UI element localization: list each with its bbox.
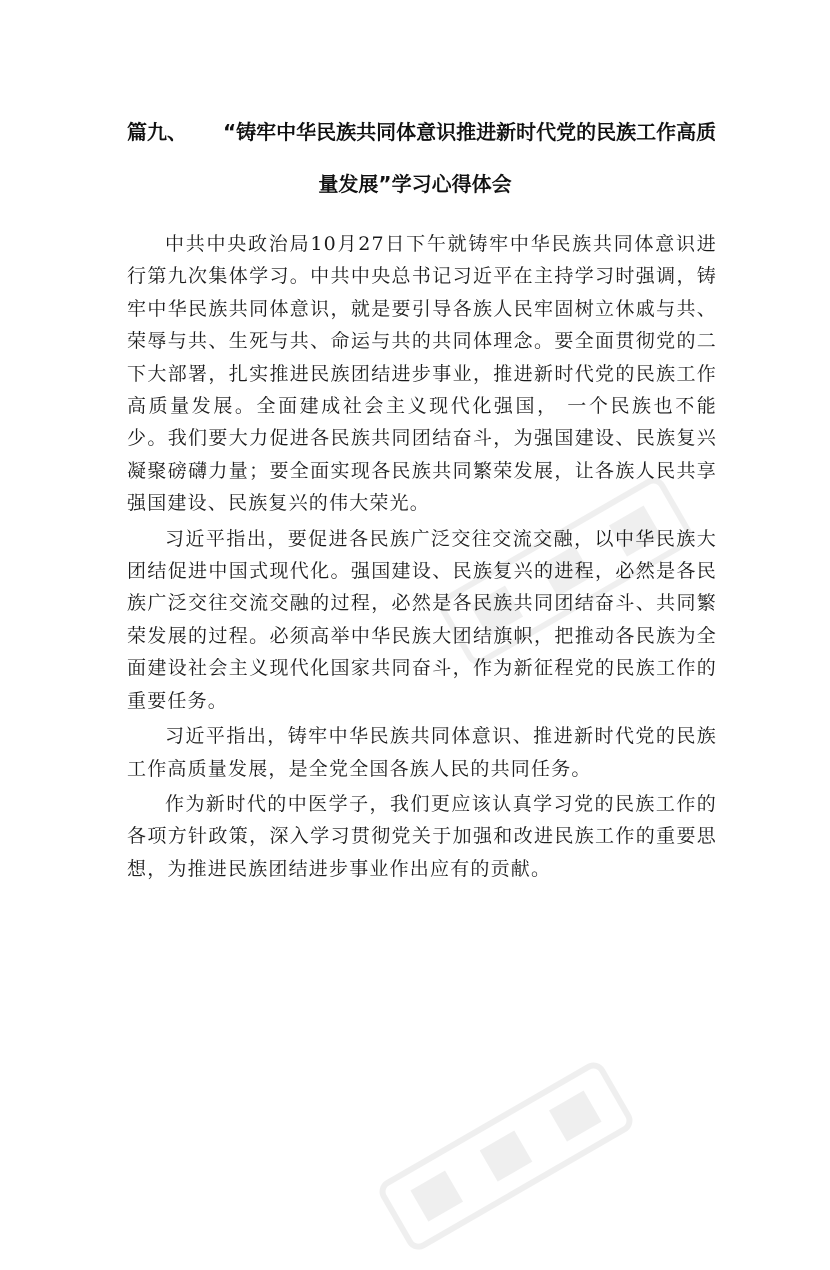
title-prefix: 篇九、: [127, 120, 187, 144]
paragraph: 习近平指出，铸牢中华民族共同体意识、推进新时代党的民族工作高质量发展，是全党全国各族人民的共同任务。: [127, 725, 717, 780]
paragraph: 习近平指出，要促进各民族广泛交往交流交融，以中华民族大团结促进中国式现代化。强国建设、民族复兴的进程，必然是各民族广泛交往交流交融的过程，必然是各民族共同团结奋斗、共同繁荣发展的过程。必须高举中华民族大团结旗帜，把推动各民族为全面建设社会主义现代化国家共同奋斗，作为新征程党的民族工作的重要任务。: [127, 527, 717, 712]
watermark-graphic: [373, 1056, 646, 1269]
document-title-line-2: 量发展”学习心得体会: [318, 172, 512, 196]
paragraph: 作为新时代的中医学子，我们更应该认真学习党的民族工作的各项方针政策，深入学习贯彻党关于加强和改进民族工作的重要思想，为推进民族团结进步事业作出应有的贡献。: [127, 792, 717, 880]
paragraph: 中共中央政治局10月27日下午就铸牢中华民族共同体意识进行第九次集体学习。中共中央总书记习近平在主持学习时强调，铸牢中华民族共同体意识，就是要引导各族人民牢固树立休戚与共、荣辱与共、生死与共、命运与共的共同体理念。要全面贯彻党的二下大部署，扎实推进民族团结进步事业，推进新时代党的民族工作高质量发展。全面建成社会主义现代化强国， 一个民族也不能少。我们要大力促进各民族共同团结奋斗，为强国建设、民族复兴凝聚磅礴力量；要全面实现各民族共同繁荣发展，让各族人民共享强国建设、民族复兴的伟大荣光。: [127, 233, 717, 515]
document-title-line-1: [127, 116, 727, 145]
title-text-1: “铸牢中华民族共同体意识推进新时代党的民族工作高质: [223, 120, 717, 144]
document-body: [127, 228, 717, 888]
watermark-shape-icon: [373, 1056, 638, 1255]
